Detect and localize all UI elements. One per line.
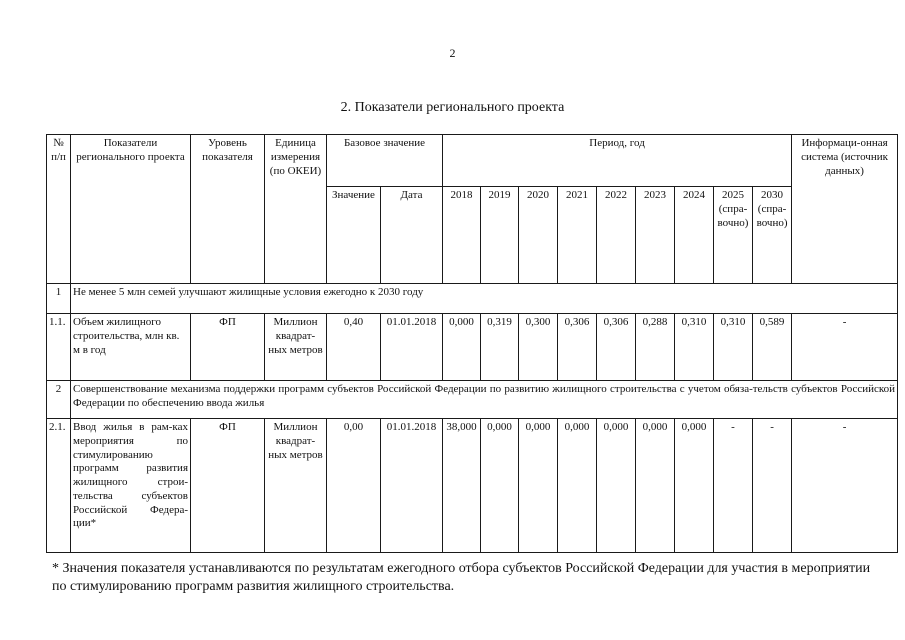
header-year: 2023 (636, 187, 675, 284)
table-row (47, 314, 898, 381)
row-value: 0,300 (519, 314, 558, 381)
header-year: 2020 (519, 187, 558, 284)
row-value: - (714, 419, 753, 553)
goal-num: 1 (47, 284, 71, 314)
row-info: - (792, 314, 898, 381)
row-value: 0,589 (753, 314, 792, 381)
header-period: Период, год (443, 135, 792, 187)
row-num: 2.1. (47, 419, 71, 553)
row-level: ФП (191, 419, 265, 553)
header-year: 2018 (443, 187, 481, 284)
row-base-date: 01.01.2018 (381, 419, 443, 553)
row-value: 0,288 (636, 314, 675, 381)
row-value: 38,000 (443, 419, 481, 553)
row-level: ФП (191, 314, 265, 381)
page-number: 2 (449, 46, 456, 60)
table-row (47, 419, 898, 553)
header-year: 2030 (спра-вочно) (753, 187, 792, 284)
header-info: Информаци-онная система (источник данных) (792, 135, 898, 284)
header-indicator: Показатели регионального проекта (71, 135, 191, 284)
goal-text: Не менее 5 млн семей улучшают жилищные условия ежегодно к 2030 году (71, 284, 898, 314)
row-value: - (753, 419, 792, 553)
row-value: 0,310 (675, 314, 714, 381)
row-value: 0,000 (597, 419, 636, 553)
row-value: 0,000 (481, 419, 519, 553)
header-unit: Единица измерения (по ОКЕИ) (265, 135, 327, 284)
header-base-value: Значение (327, 187, 381, 284)
row-info: - (792, 419, 898, 553)
row-num: 1.1. (47, 314, 71, 381)
row-value: 0,310 (714, 314, 753, 381)
row-base-value: 0,00 (327, 419, 381, 553)
row-value: 0,306 (558, 314, 597, 381)
header-year: 2022 (597, 187, 636, 284)
row-value: 0,306 (597, 314, 636, 381)
row-value: 0,000 (636, 419, 675, 553)
row-base-date: 01.01.2018 (381, 314, 443, 381)
header-level: Уровень показателя (191, 135, 265, 284)
row-unit: Миллион квадрат-ных метров (265, 419, 327, 553)
row-value: 0,000 (675, 419, 714, 553)
row-indicator: Объем жилищного строительства, млн кв. м в год (71, 314, 191, 381)
header-year: 2021 (558, 187, 597, 284)
header-base-date: Дата (381, 187, 443, 284)
row-base-value: 0,40 (327, 314, 381, 381)
goal-text: Совершенствование механизма поддержки программ субъектов Российской Федерации по развитию жилищного строительства с учетом обяза-тельств субъектов Российской Федерации по обеспечению ввода жилья (71, 381, 898, 419)
header-year: 2019 (481, 187, 519, 284)
footnote: * Значения показателя устанавливаются по результатам ежегодного отбора субъектов Российской Федерации для участия в мероприятии по стимулированию программ развития жилищного строительства. (52, 561, 871, 595)
header-year: 2024 (675, 187, 714, 284)
row-unit: Миллион квадрат-ных метров (265, 314, 327, 381)
goal-num: 2 (47, 381, 71, 419)
header-num: № п/п (47, 135, 71, 284)
indicators-table (46, 134, 898, 553)
section-title: 2. Показатели регионального проекта (340, 100, 565, 115)
row-value: 0,000 (558, 419, 597, 553)
row-indicator: Ввод жилья в рам-ках мероприятия по стимулированию программ развития жилищного строи-тельства субъектов Российской Федера-ции* (71, 419, 191, 553)
row-value: 0,000 (519, 419, 558, 553)
row-value: 0,000 (443, 314, 481, 381)
row-value: 0,319 (481, 314, 519, 381)
header-year: 2025 (спра-вочно) (714, 187, 753, 284)
header-base: Базовое значение (327, 135, 443, 187)
